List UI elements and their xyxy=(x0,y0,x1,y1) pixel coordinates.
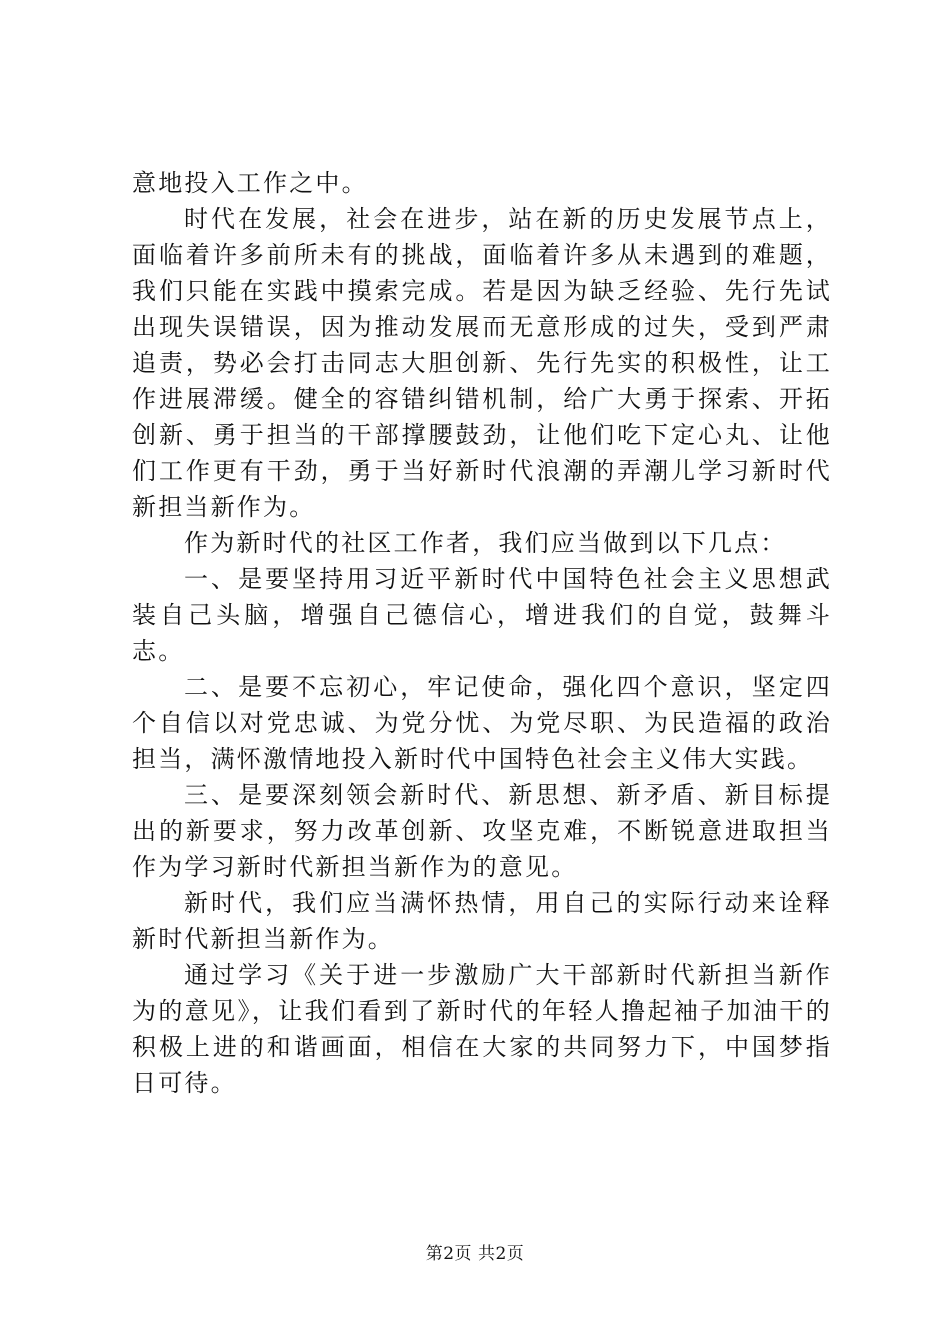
paragraph: 三、是要深刻领会新时代、新思想、新矛盾、新目标提出的新要求，努力改革创新、攻坚克难，不断锐意进取担当作为学习新时代新担当新作为的意见。 xyxy=(132,781,832,881)
document-body xyxy=(132,165,832,1101)
paragraph: 一、是要坚持用习近平新时代中国特色社会主义思想武装自己头脑，增强自己德信心，增进我们的自觉，鼓舞斗志。 xyxy=(132,565,832,665)
paragraph: 新时代，我们应当满怀热情，用自己的实际行动来诠释新时代新担当新作为。 xyxy=(132,889,832,953)
paragraph: 二、是要不忘初心，牢记使命，强化四个意识，坚定四个自信以对党忠诚、为党分忧、为党尽职、为民造福的政治担当，满怀激情地投入新时代中国特色社会主义伟大实践。 xyxy=(132,673,832,773)
paragraph: 作为新时代的社区工作者，我们应当做到以下几点： xyxy=(184,529,787,557)
paragraph-continuation: 意地投入工作之中。 xyxy=(132,169,368,197)
paragraph: 时代在发展，社会在进步，站在新的历史发展节点上，面临着许多前所未有的挑战，面临着许多从未遇到的难题，我们只能在实践中摸索完成。若是因为缺乏经验、先行先试出现失误错误，因为推动发展而无意形成的过失，受到严肃追责，势必会打击同志大胆创新、先行先实的积极性，让工作进展滞缓。健全的容错纠错机制，给广大勇于探索、开拓创新、勇于担当的干部撑腰鼓劲，让他们吃下定心丸、让他们工作更有干劲，勇于当好新时代浪潮的弄潮儿学习新时代新担当新作为。 xyxy=(132,205,832,521)
paragraph: 通过学习《关于进一步激励广大干部新时代新担当新作为的意见》，让我们看到了新时代的年轻人撸起袖子加油干的积极上进的和谐画面，相信在大家的共同努力下，中国梦指日可待。 xyxy=(132,961,832,1097)
page-number-footer: 第2页 共2页 xyxy=(425,1244,525,1264)
